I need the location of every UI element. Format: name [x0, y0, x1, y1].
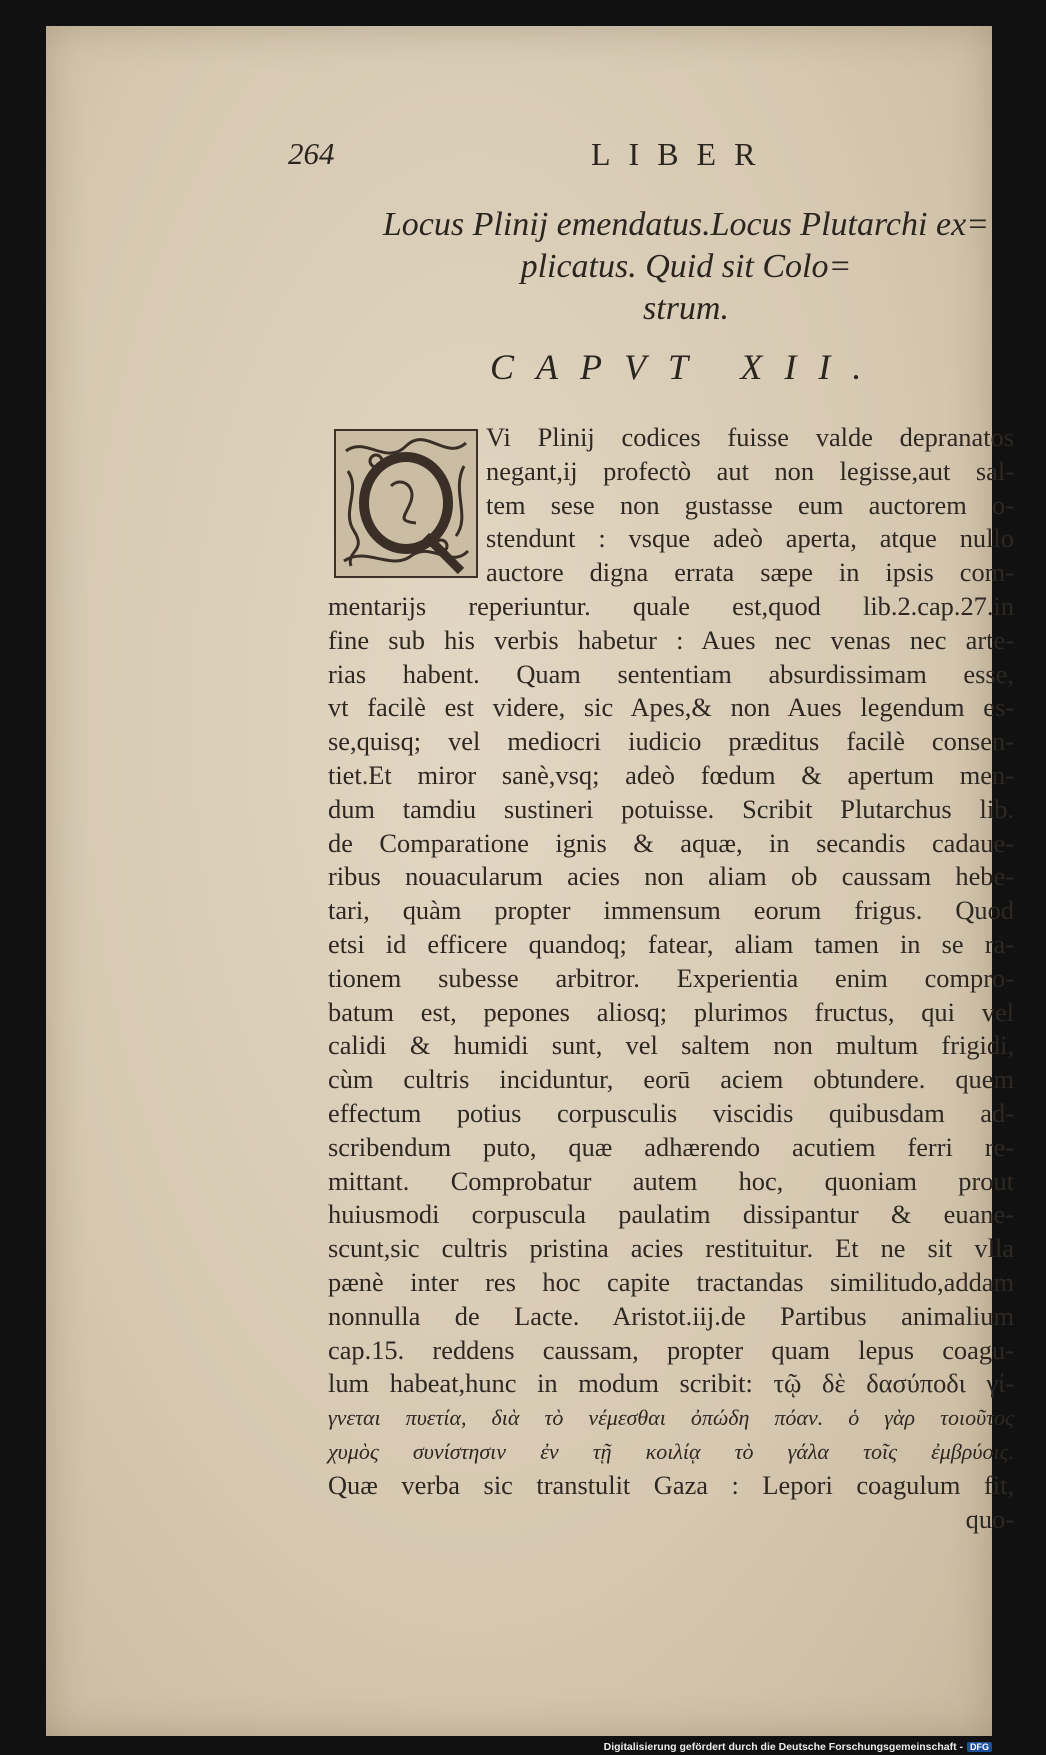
text-line: mittant. Comprobatur autem hoc, quoniam prout: [328, 1165, 1014, 1196]
text-line: scribendum puto, quæ adhærendo acutiem ferri re-: [328, 1131, 1014, 1162]
chapter-heading: CAPVT XII.: [490, 347, 884, 387]
text-line: nonnulla de Lacte. Aristot.iij.de Partibus animalium: [328, 1300, 1014, 1331]
text-line: batum est, pepones aliosq; plurimos fructus, qui vel: [328, 996, 1014, 1027]
text-line: de Comparatione ignis & aquæ, in secandis cadaue-: [328, 827, 1014, 858]
text-line: pænè inter res hoc capite tractandas similitudo,addam: [328, 1266, 1014, 1297]
credit-text: Digitalisierung gefördert durch die Deutsche Forschungsgemeinschaft -: [603, 1741, 963, 1753]
text-line: dum tamdiu sustineri potuisse. Scribit Plutarchus lib.: [328, 793, 1014, 824]
page-number: 264: [288, 136, 335, 171]
body-text: [328, 421, 1014, 1536]
greek-text-line: χυμὸς συνίστησιν ἐν τῇ κοιλίᾳ τὸ γάλα τοῖς ἐμβρύοις.: [328, 1438, 1014, 1464]
text-line: cùm cultris inciduntur, eorū aciem obtundere. quem: [328, 1064, 1014, 1095]
text-line: auctore digna errata sæpe in ipsis com-: [486, 557, 1014, 588]
running-head: LIBER: [591, 136, 774, 172]
text-line: mentarijs reperiuntur. quale est,quod lib.2.cap.27.in: [328, 590, 1014, 621]
text-line: Quæ verba sic transtulit Gaza : Lepori coagulum fit,: [328, 1469, 1014, 1500]
summary-line: Locus Plinij emendatus.Locus Plutarchi ex=: [382, 206, 990, 243]
text-line: cap.15. reddens caussam, propter quam lepus coagu-: [328, 1334, 1014, 1365]
greek-text-line: γνεται πυετία, διὰ τὸ νέμεσθαι ὀπώδη πόαν. ὁ γὰρ τοιοῦτος: [328, 1405, 1014, 1431]
text-line: vt facilè est videre, sic Apes,& non Aues legendum es-: [328, 692, 1014, 723]
text-line: huiusmodi corpuscula paulatim dissipantur & euane-: [328, 1199, 1014, 1230]
text-line: rias habent. Quam sententiam absurdissimam esse,: [328, 658, 1014, 689]
digitization-credit: [604, 1741, 992, 1753]
text-line: effectum potius corpusculis viscidis quibusdam ad-: [328, 1097, 1014, 1128]
text-line: ribus nouacularum acies non aliam ob caussam hebe-: [328, 861, 1014, 892]
text-line: fine sub his verbis habetur : Aues nec venas nec arte-: [328, 624, 1014, 655]
text-line: stendunt : vsque adeò aperta, atque nullo: [486, 523, 1014, 554]
page-header: [46, 136, 992, 186]
text-line: negant,ij profectò aut non legisse,aut sal-: [486, 455, 1014, 486]
text-line: scunt,sic cultris pristina acies restituitur. Et ne sit vlla: [328, 1233, 1014, 1264]
summary-line: strum.: [643, 290, 729, 327]
book-page: [46, 26, 1014, 1736]
text-line: tari, quàm propter immensum eorum frigus. Quod: [328, 895, 1014, 926]
text-line: se,quisq; vel mediocri iudicio præditus facilè consen-: [328, 726, 1014, 757]
catchword: quo-: [965, 1503, 1014, 1534]
summary-line: plicatus. Quid sit Colo=: [520, 248, 852, 285]
text-line: tem sese non gustasse eum auctorem o-: [486, 489, 1014, 520]
dfg-logo: DFG: [967, 1742, 992, 1752]
text-line: calidi & humidi sunt, vel saltem non multum frigidi,: [328, 1030, 1014, 1061]
text-line: Vi Plinij codices fuisse valde depranatos: [486, 422, 1014, 452]
text-line: etsi id efficere quandoq; fatear, aliam tamen in se ra-: [328, 928, 1014, 959]
text-line: tiet.Et miror sanè,vsq; adeò fœdum & apertum men-: [328, 759, 1014, 790]
text-line: tionem subesse arbitror. Experientia enim compro-: [328, 962, 1014, 993]
chapter-summary: [326, 204, 1046, 330]
text-line: lum habeat,hunc in modum scribit: τῷ δὲ δασύποδι γί-: [328, 1368, 1014, 1399]
